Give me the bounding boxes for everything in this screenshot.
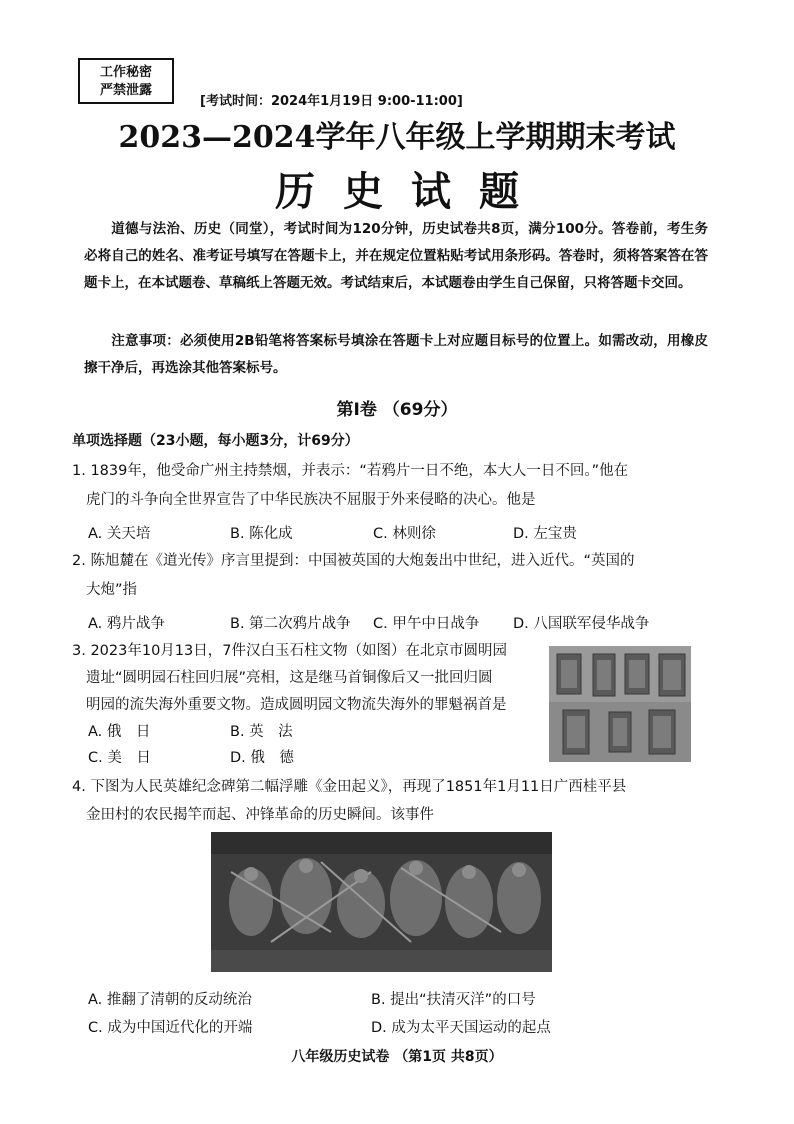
exam-title: 2023—2024学年八年级上学期期末考试 [118, 120, 676, 155]
question-4-option-b[interactable]: B. 提出“扶清灭洋”的口号 [371, 992, 536, 1008]
confidential-line-1: 工作秘密 [99, 65, 152, 80]
question-3-option-b[interactable]: B. 英 法 [230, 724, 293, 740]
question-3-option-a[interactable]: A. 俄 日 [88, 724, 151, 740]
question-1-option-c[interactable]: C. 林则徐 [373, 526, 436, 542]
question-4-option-c[interactable]: C. 成为中国近代化的开端 [88, 1020, 253, 1036]
question-4-line-2: 金田村的农民揭竿而起、冲锋革命的历史瞬间。该事件 [86, 807, 434, 823]
jintian-uprising-relief [211, 832, 552, 972]
question-1-option-a[interactable]: A. 关天培 [88, 526, 151, 542]
question-4-line-1: 4. 下图为人民英雄纪念碑第二幅浮雕《金田起义》，再现了1851年1月11日广西桂平县 [72, 779, 627, 795]
question-4-option-a[interactable]: A. 推翻了清朝的反动统治 [88, 992, 252, 1008]
question-2-option-b[interactable]: B. 第二次鸦片战争 [230, 616, 351, 632]
stone-pillars-photo [549, 646, 691, 762]
subject-title: 历史试题 [275, 168, 547, 215]
question-2-line-2: 大炮”指 [86, 582, 138, 598]
instructions-text-1: 道德与法治、历史（同堂），考试时间为120分钟，历史试卷共8页，满分100分。答卷前，考生务必将自己的姓名、准考证号填写在答题卡上，并在规定位置粘贴考试用条形码。答卷时，须将答案答在答题卡上，在本试题卷、草稿纸上答题无效。考试结束后，本试题卷由学生自己保留，只将答题卡交回。 [84, 221, 708, 291]
question-1-line-1: 1. 1839年，他受命广州主持禁烟，并表示：“若鸦片一日不绝，本大人一日不回。”他在 [72, 463, 629, 479]
question-3-option-c[interactable]: C. 美 日 [88, 750, 151, 766]
exam-time: [考试时间：2024年1月19日 9:00-11:00] [200, 94, 463, 109]
question-2-option-a[interactable]: A. 鸦片战争 [88, 616, 165, 632]
question-3-line-3: 明园的流失海外重要文物。造成圆明园文物流失海外的罪魁祸首是 [86, 697, 507, 713]
confidential-line-2: 严禁泄露 [99, 83, 152, 98]
question-2-line-1: 2. 陈旭麓在《道光传》序言里提到：中国被英国的大炮轰出中世纪，进入近代。“英国的 [72, 553, 635, 569]
question-3-line-1: 3. 2023年10月13日，7件汉白玉石柱文物（如图）在北京市圆明园 [72, 643, 507, 659]
question-1-option-b[interactable]: B. 陈化成 [230, 526, 293, 542]
instructions-paragraph-2 [84, 328, 708, 382]
instructions-paragraph-1 [84, 216, 708, 297]
question-4-option-d[interactable]: D. 成为太平天国运动的起点 [371, 1020, 551, 1036]
question-3-option-d[interactable]: D. 俄 德 [230, 750, 294, 766]
section-title: 第Ⅰ卷 （69分） [336, 400, 458, 420]
question-1-option-d[interactable]: D. 左宝贵 [513, 526, 577, 542]
question-2-option-c[interactable]: C. 甲午中日战争 [373, 616, 480, 632]
page-footer: 八年级历史试卷 （第1页 共8页） [291, 1049, 503, 1065]
question-1-line-2: 虎门的斗争向全世界宣告了中华民族决不屈服于外来侵略的决心。他是 [86, 492, 536, 508]
section-subheading: 单项选择题（23小题，每小题3分，计69分） [72, 433, 359, 449]
question-3-line-2: 遗址“圆明园石柱回归展”亮相，这是继马首铜像后又一批回归圆 [86, 670, 493, 686]
question-2-option-d[interactable]: D. 八国联军侵华战争 [513, 616, 650, 632]
confidential-stamp [78, 58, 174, 104]
instructions-text-2: 注意事项：必须使用2B铅笔将答案标号填涂在答题卡上对应题目标号的位置上。如需改动，用橡皮擦干净后，再选涂其他答案标号。 [84, 333, 708, 376]
